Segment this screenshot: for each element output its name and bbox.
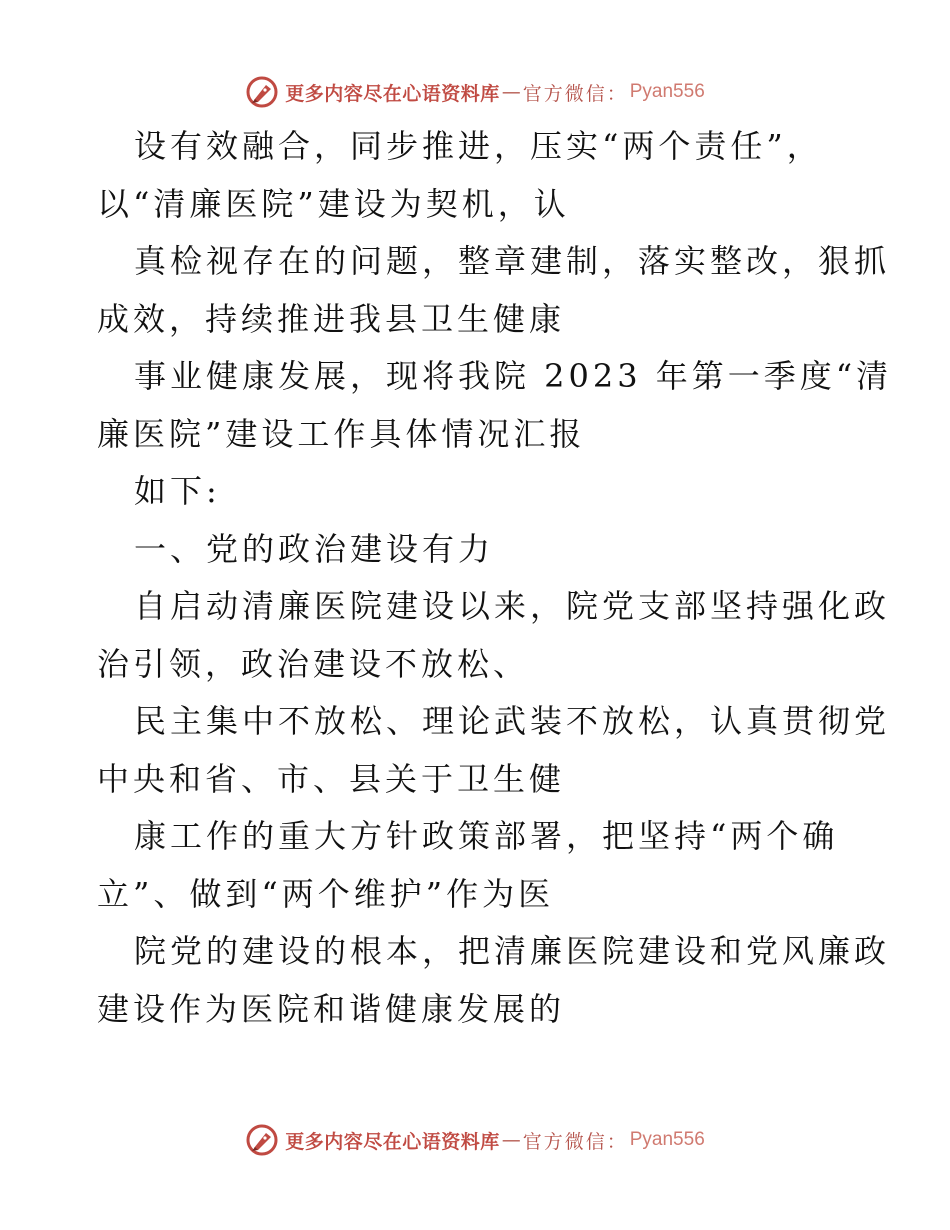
document-line: 建设作为医院和谐健康发展的 — [97, 989, 566, 1028]
banner-wechat-label: 官方微信： — [522, 82, 628, 105]
banner-wechat-id: Pyan556 — [629, 81, 705, 102]
document-line: 事业健康发展，现将我院 2023 年第一季度“清 — [134, 357, 893, 395]
document-line: 设有效融合，同步推进，压实“两个责任”， — [134, 127, 823, 165]
document-line: 真检视存在的问题，整章建制，落实整改，狠抓 — [134, 242, 891, 280]
banner-site-text: 更多内容尽在心语资料库 — [285, 1130, 500, 1153]
banner-separator: — — [501, 81, 521, 103]
document-line: 民主集中不放松、理论武装不放松，认真贯彻党 — [134, 702, 891, 740]
document-line: 如下: — [134, 472, 221, 510]
document-line: 廉医院”建设工作具体情况汇报 — [97, 414, 586, 453]
document-line: 以“清廉医院”建设为契机，认 — [97, 184, 570, 223]
pen-nib-logo-icon — [245, 75, 279, 109]
document-line: 立”、做到“两个维护”作为医 — [97, 874, 555, 913]
banner-site-text: 更多内容尽在心语资料库 — [285, 82, 500, 105]
document-line: 自启动清廉医院建设以来，院党支部坚持强化政 — [134, 587, 891, 625]
banner-wechat-label: 官方微信： — [522, 1130, 628, 1153]
pen-nib-logo-icon — [245, 1123, 279, 1157]
banner-wechat-id: Pyan556 — [629, 1129, 705, 1150]
document-line: 院党的建设的根本，把清廉医院建设和党风廉政 — [134, 932, 891, 970]
document-line: 成效，持续推进我县卫生健康 — [97, 299, 566, 338]
document-line: 康工作的重大方针政策部署，把坚持“两个确 — [134, 817, 839, 855]
banner-separator: — — [501, 1129, 521, 1151]
document-body — [97, 118, 893, 1038]
footer-banner — [0, 1120, 950, 1160]
section-heading: 一、党的政治建设有力 — [134, 529, 495, 568]
header-banner — [0, 72, 950, 112]
document-line: 中央和省、市、县关于卫生健 — [97, 759, 566, 798]
document-line: 治引领，政治建设不放松、 — [97, 644, 530, 683]
